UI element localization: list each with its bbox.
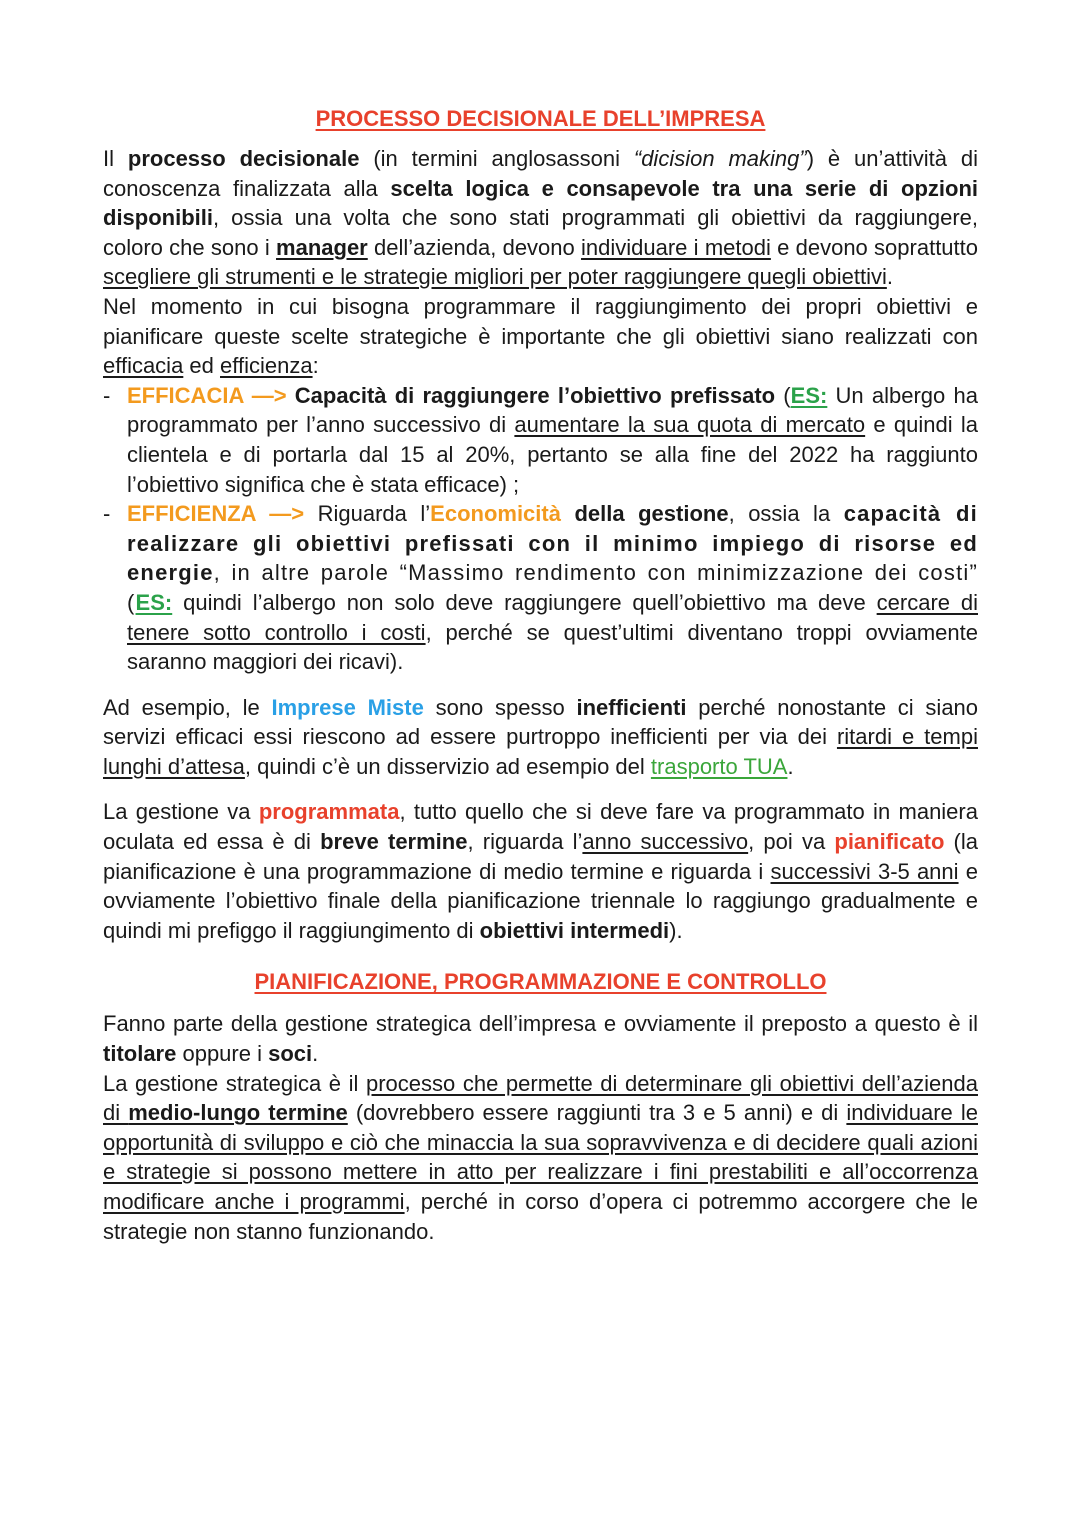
highlight-pianificato: pianificato [834,829,945,855]
example-label: ES: [790,382,828,408]
text: e quindi la clientela e di portarla dal 15 al 20%, pertanto se alla fine del 2022 ha raggiunto l’obiettivo significa che è stata efficace) ; [127,412,979,497]
underlined-text: cercare di tenere sotto controllo i costi [127,589,978,645]
text: ). [669,917,683,943]
text: Fanno parte della gestione strategica dell’impresa e ovviamente il preposto a questo è il [103,1011,978,1037]
text: sono spesso [423,694,577,720]
term-efficienza: EFFICIENZA —> [127,501,305,527]
text: ed [183,353,221,379]
text: Nel momento in cui bisogna programmare il raggiungimento dei propri obiettivi e pianificare queste scelte strategiche è importante che gli obiettivi siano realizzati con [103,293,978,349]
underlined-text: individuare le opportunità di sviluppo e ciò che minaccia la sua sopravvivenza e di decidere quali azioni e strategie si possono mettere in atto per realizzare i fini prestabiliti e all’occorrenza modificare anche i programmi [103,1100,978,1214]
term-efficacia: EFFICACIA —> [127,382,287,408]
text: . [312,1041,319,1067]
bold-text: inefficienti [576,694,687,720]
definitions-list [103,381,978,677]
section-title-pianificazione: PIANIFICAZIONE, PROGRAMMAZIONE E CONTROLLO [254,969,827,995]
paragraph-gestione-programmata [103,797,978,945]
text: , riguarda l’ [467,829,583,855]
text: , ossia una volta che sono stati programmati gli obiettivi da raggiungere, coloro che sono i [103,205,978,260]
bold-underlined-text: manager [276,234,368,260]
term-economicita: Economicità [430,501,561,527]
bold-text: breve termine [320,829,468,855]
underlined-text: ritardi e tempi lunghi d’attesa [103,724,978,779]
text: ) è un’attività di conoscenza finalizzata alla [103,146,978,201]
bold-text: Capacità di raggiungere l’obiettivo prefissato [286,382,776,408]
bold-text: processo decisionale [127,146,360,171]
text: perché nonostante ci siano servizi efficaci essi riescono ad essere purtroppo inefficienti per via dei [103,694,979,750]
text: , perché se quest’ultimi diventano troppi ovviamente saranno maggiori dei ricavi). [127,619,979,675]
text: (la pianificazione è una programmazione di medio termine e riguarda i [103,829,979,884]
text: (in termini anglosassoni [359,146,634,171]
bold-text: titolare [103,1041,177,1067]
green-underlined-text: trasporto TUA [650,753,788,779]
section-title-processo-decisionale: PROCESSO DECISIONALE DELL’IMPRESA [315,106,766,131]
list-item-efficacia [103,381,978,499]
text: dell’azienda, devono [367,234,582,260]
text: Riguarda l’ [304,501,431,527]
underlined-text: individuare i metodi [581,234,771,260]
underlined-text: aumentare la sua quota di mercato [514,412,866,438]
paragraph-gestione-strategica [103,1069,978,1247]
underlined-text: processo che permette di determinare gli obiettivi dell’azienda di [103,1070,978,1126]
underlined-text: efficacia [103,353,184,379]
text: La gestione va [103,799,259,825]
text: . [886,264,893,290]
paragraph-efficacia-efficienza-intro [103,292,978,381]
text: e devono soprattutto [770,234,979,260]
text: Ad esempio, le [103,694,272,720]
bold-text: della gestione [560,501,729,527]
italic-text: “dicision making” [633,146,807,171]
highlight-programmata: programmata [258,799,400,825]
underlined-text: anno successivo [582,829,749,855]
text: : [312,353,319,379]
text: ( [775,382,791,408]
text: , in altre parole “Massimo rendimento con minimizzazione dei costi” ( [127,560,978,615]
text: La gestione strategica è il [103,1070,366,1096]
bold-text: obiettivi intermedi [479,917,670,943]
text: , poi va [748,829,835,855]
text: , ossia la [728,501,844,527]
example-label: ES: [135,589,173,615]
document-page [103,104,978,1246]
paragraph-processo-decisionale [103,144,978,292]
text: Un albergo ha programmato per l’anno successivo di [127,382,978,438]
underlined-text: successivi 3-5 anni [770,858,959,884]
bold-underlined-text: medio-lungo termine [128,1100,348,1126]
text: (dovrebbero essere raggiunti tra 3 e 5 anni) e di [347,1100,847,1126]
paragraph-gestione-strategica-intro [103,1009,978,1068]
text: . [787,753,794,779]
text: , perché in corso d’opera ci potremmo accorgere che le strategie non stanno funzionando. [103,1189,979,1244]
text: , tutto quello che si deve fare va programmato in maniera oculata ed essa è di [103,799,978,855]
text: e ovviamente l’obiettivo finale della pianificazione triennale lo raggiungo gradualmente e quindi mi prefiggo il raggiungimento di [103,858,978,943]
text: Il [103,146,128,171]
paragraph-imprese-miste [103,693,978,782]
bold-text: soci [268,1041,313,1067]
underlined-text: efficienza [220,353,313,379]
text: quindi l’albergo non solo deve raggiungere quell’obiettivo ma deve [172,589,877,615]
highlight-imprese-miste: Imprese Miste [271,694,424,720]
list-item-efficienza [103,499,978,677]
text: , quindi c’è un disservizio ad esempio del [244,753,651,779]
underlined-text: scegliere gli strumenti e le strategie migliori per poter raggiungere quegli obiettivi [103,264,887,290]
bold-text: capacità di realizzare gli obiettivi prefissati con il minimo impiego di risorse ed energie [127,501,978,586]
text: oppure i [176,1041,269,1067]
bold-text: scelta logica e consapevole tra una serie di opzioni disponibili [103,175,978,231]
